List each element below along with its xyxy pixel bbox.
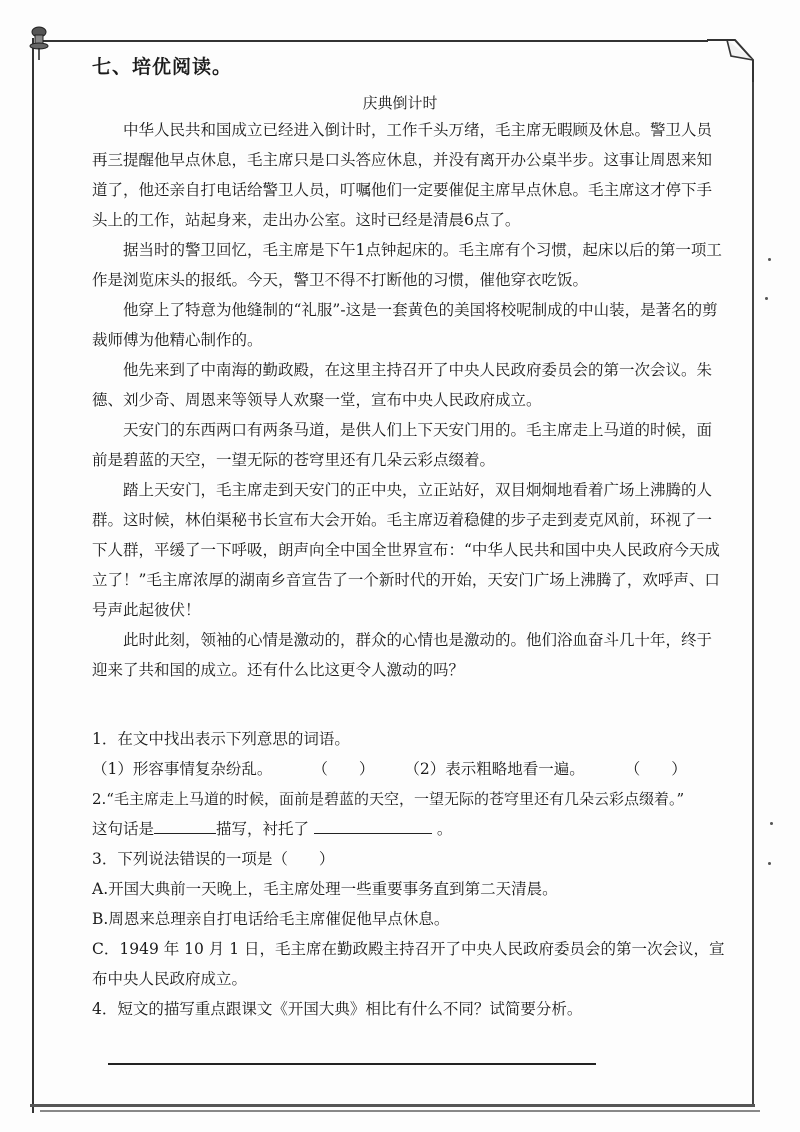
article-body: [92, 115, 722, 685]
question-1-item-2: （2）表示粗略地看一遍。: [404, 760, 585, 778]
question-2-part-2: 描写，衬托了: [216, 820, 310, 838]
pushpin-icon: [26, 26, 52, 62]
article-paragraph: 他穿上了特意为他缝制的“礼服”-这是一套黄色的美国将校呢制成的中山装，是著名的剪裁师傅为他精心制作的。: [92, 301, 718, 349]
scan-speck: [765, 297, 768, 300]
question-2-prompt: 2.“毛主席走上马道的时候，面前是碧蓝的天空，一望无际的苍穹里还有几朵云彩点缀着。”: [92, 790, 685, 808]
question-3-option-b[interactable]: B.周恩来总理亲自打电话给毛主席催促他早点休息。: [92, 910, 450, 928]
question-3-option-a[interactable]: A.开国大典前一天晚上，毛主席处理一些重要事务直到第二天清晨。: [92, 880, 558, 898]
page-border-top: [36, 40, 708, 42]
question-4-answer-line[interactable]: [108, 1063, 596, 1065]
page-border-bottom-shadow: [40, 1110, 760, 1112]
scan-speck: [768, 862, 771, 865]
article-paragraph: 天安门的东西两口有两条马道，是供人们上下天安门用的。毛主席走上马道的时候，面前是碧蓝的天空，一望无际的苍穹里还有几朵云彩点缀着。: [92, 421, 713, 469]
questions: [92, 724, 725, 1024]
section-title: 七、培优阅读。: [92, 56, 233, 78]
question-3-option-c[interactable]: C．1949 年 10 月 1 日，毛主席在勤政殿主持召开了中央人民政府委员会的第一次会议，宣: [92, 940, 725, 958]
scan-speck: [768, 258, 771, 261]
scan-speck: [770, 822, 773, 825]
question-2-fill: [92, 814, 722, 844]
article-title: 庆典倒计时: [362, 94, 438, 112]
question-1-prompt: 1．在文中找出表示下列意思的词语。: [92, 730, 350, 748]
folded-corner-icon: [705, 38, 755, 82]
page-border-left: [32, 38, 34, 1113]
question-3-prompt: 3．下列说法错误的一项是（ ）: [92, 850, 335, 868]
article-paragraph: 踏上天安门，毛主席走到天安门的正中央，立正站好，双目炯炯地看着广场上沸腾的人群。这时候，林伯渠秘书长宣布大会开始。毛主席迈着稳健的步子走到麦克风前，环视了一下人群，平缓了一下呼吸，朗声向全中国全世界宣布：“中华人民共和国中央人民政府今天成立了！”毛主席浓厚的湖南乡音宣告了一个新时代的开始，天安门广场上沸腾了，欢呼声、口号声此起彼伏！: [92, 481, 720, 619]
page-border-bottom: [30, 1104, 755, 1107]
question-2-blank-1[interactable]: [154, 817, 216, 834]
question-1-item-1: （1）形容事情复杂纷乱。: [92, 760, 273, 778]
question-3-option-c-continued: 布中央人民政府成立。: [92, 970, 248, 988]
question-2-blank-2[interactable]: [314, 817, 432, 834]
question-1-answer-2[interactable]: （ ）: [624, 760, 687, 778]
page-border-right: [752, 80, 754, 1105]
question-1-answer-1[interactable]: （ ）: [312, 760, 375, 778]
article-paragraph: 他先来到了中南海的勤政殿，在这里主持召开了中央人民政府委员会的第一次会议。朱德、刘少奇、周恩来等领导人欢聚一堂，宣布中央人民政府成立。: [92, 361, 713, 409]
question-2-end: 。: [436, 820, 453, 838]
article-paragraph: 据当时的警卫回忆，毛主席是下午1点钟起床的。毛主席有个习惯，起床以后的第一项工作是浏览床头的报纸。今天，警卫不得不打断他的习惯，催他穿衣吃饭。: [92, 241, 722, 289]
article-paragraph: 此时此刻，领袖的心情是激动的，群众的心情也是激动的。他们浴血奋斗几十年，终于迎来了共和国的成立。还有什么比这更令人激动的吗？: [92, 631, 713, 679]
question-4-prompt: 4．短文的描写重点跟课文《开国大典》相比有什么不同？试简要分析。: [92, 1000, 583, 1018]
article-paragraph: 中华人民共和国成立已经进入倒计时，工作千头万绪，毛主席无暇顾及休息。警卫人员再三提醒他早点休息，毛主席只是口头答应休息，并没有离开办公桌半步。这事让周恩来知道了，他还亲自打电话给警卫人员，叮嘱他们一定要催促主席早点休息。毛主席这才停下手头上的工作，站起身来，走出办公室。这时已经是清晨6点了。: [92, 121, 713, 229]
question-2-part-1: 这句话是: [92, 820, 155, 838]
question-1-items: [92, 754, 722, 784]
